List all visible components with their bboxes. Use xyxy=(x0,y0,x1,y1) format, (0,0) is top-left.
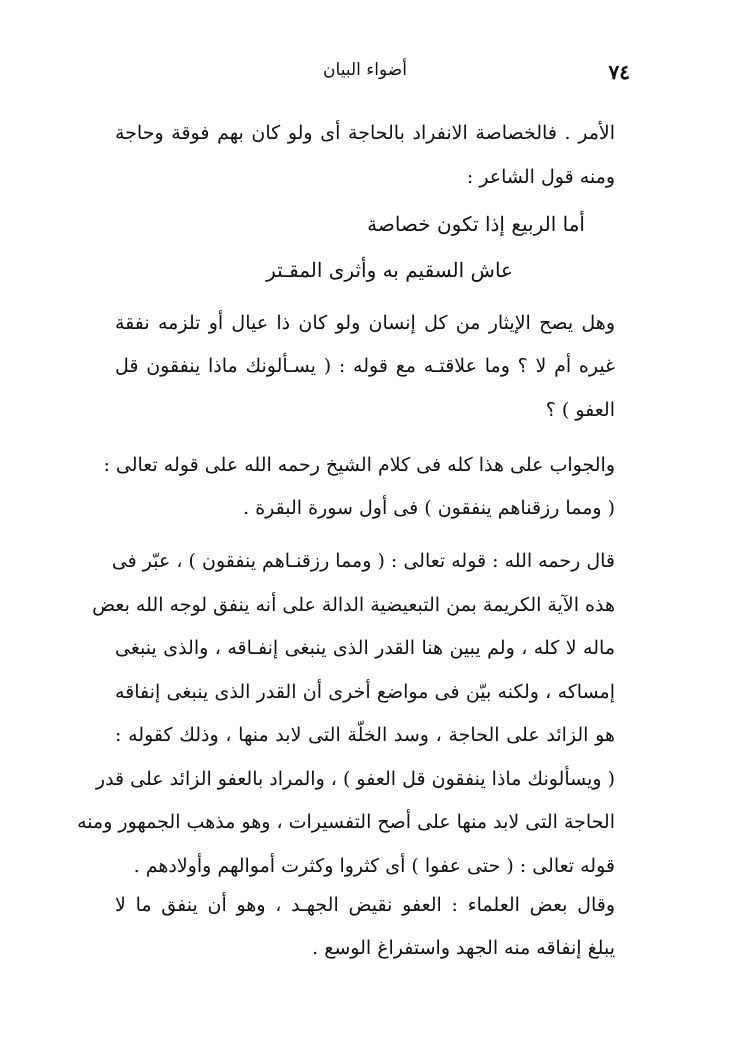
text-line: هذه الآية الكريمة بمن التبعيضية الدالة على أنه ينفق لوجه الله بعض xyxy=(92,594,615,616)
text-line: العفو ) ؟ xyxy=(545,399,615,421)
page-number: ٧٤ xyxy=(608,60,630,84)
text-line: ( ومما رزقناهم ينفقون ) فى أول سورة البقرة . xyxy=(243,497,615,519)
text-line: الحاجة التى لابد منها على أصح التفسيرات ، وهو مذهب الجمهور ومنه xyxy=(77,811,615,833)
verse-line: عاش السقيم به وأثرى المقـتر xyxy=(266,258,513,282)
running-header-title: أضواء البيان xyxy=(323,60,407,80)
text-line: قوله تعالى : ( حتى عفوا ) أى كثروا وكثرت أموالهم وأولادهم . xyxy=(133,855,615,877)
text-line: ومنه قول الشاعر : xyxy=(466,166,615,188)
text-line: وقال بعض العلماء : العفو نقيض الجهـد ، وهو أن ينفق ما لا xyxy=(115,894,615,916)
text-line: إمساكه ، ولكنه بيّن فى مواضع أخرى أن القدر الذى ينبغى إنفاقه xyxy=(115,681,615,703)
text-line: هو الزائد على الحاجة ، وسد الخلّة التى لابد منها ، وذلك كقوله : xyxy=(115,724,615,746)
text-line: يبلغ إنفاقه منه الجهد واستفراغ الوسع . xyxy=(312,937,615,959)
text-line: والجواب على هذا كله فى كلام الشيخ رحمه الله على قوله تعالى : xyxy=(103,454,615,476)
text-line: الأمر . فالخصاصة الانفراد بالحاجة أى ولو كان بهم فوقة وحاجة xyxy=(115,122,615,144)
verse-line: أما الربيع إذا تكون خصاصة xyxy=(367,212,585,236)
text-line: قال رحمه الله : قوله تعالى : ( ومما رزقنـاهم ينفقون ) ، عبّر فى xyxy=(111,550,615,572)
text-line: ( ويسألونك ماذا ينفقون قل العفو ) ، والمراد بالعفو الزائد على قدر xyxy=(95,768,615,790)
text-line: غيره أم لا ؟ وما علاقتـه مع قوله : ( يسـألونك ماذا ينفقون قل xyxy=(115,355,615,377)
text-line: وهل يصح الإيثار من كل إنسان ولو كان ذا عيال أو تلزمه نفقة xyxy=(115,312,615,334)
text-line: ماله لا كله ، ولم يبين هنا القدر الذى ينبغى إنفـاقه ، والذى ينبغى xyxy=(115,637,615,659)
